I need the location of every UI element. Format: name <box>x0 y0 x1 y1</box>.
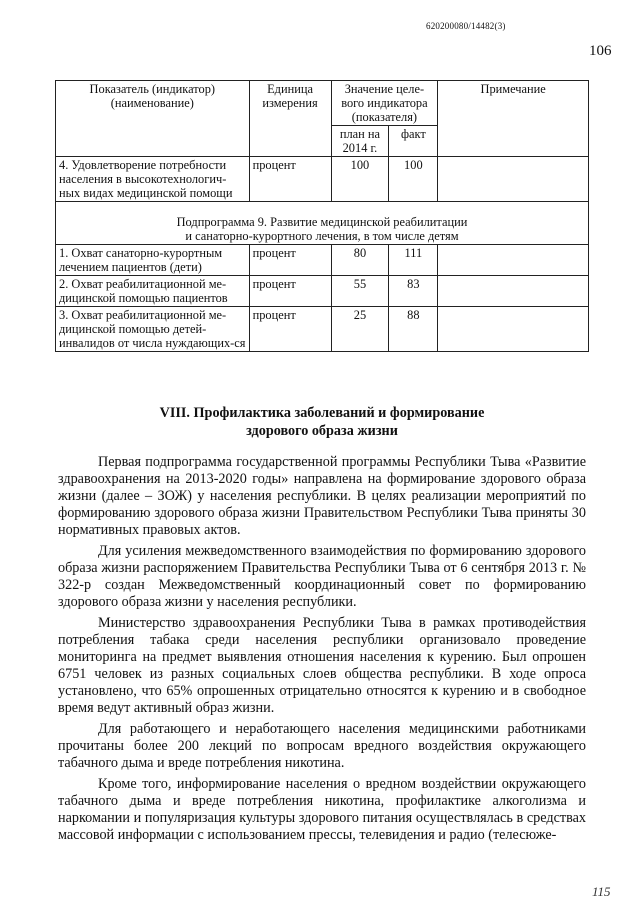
row-indicator-name: 2. Охват реабилитационной ме-дицинской помощью пациентов <box>56 276 250 307</box>
table-row <box>56 276 589 307</box>
row-plan: 55 <box>331 276 389 307</box>
body-text <box>58 454 586 848</box>
row-note <box>438 157 589 202</box>
row-unit: процент <box>249 276 331 307</box>
section-title-line-1: VIII. Профилактика заболеваний и формирование <box>159 405 485 421</box>
page-number: 106 <box>589 43 612 59</box>
row-fact: 88 <box>389 307 438 352</box>
paragraph: Для работающего и неработающего населения медицинскими работниками прочитаны более 200 лекций по вопросам вредного воздействия окружающего табачного дыма и вреде потребления никотина. <box>58 721 586 771</box>
row-fact: 100 <box>389 157 438 202</box>
header-fact: факт <box>389 126 438 157</box>
subprogram-row <box>56 202 589 245</box>
table-row <box>56 245 589 276</box>
header-plan: план на 2014 г. <box>331 126 389 157</box>
row-plan: 80 <box>331 245 389 276</box>
subprogram-title <box>56 202 589 245</box>
paragraph: Первая подпрограмма государственной программы Республики Тыва «Развитие здравоохранения на 2013-2020 годы» направлена на формирование здорового образа жизни (далее – ЗОЖ) у населения республики. В целях реализации мероприятий по формированию здорового образа жизни Правительством Республики Тыва приняты 30 нормативных правовых актов. <box>58 454 586 538</box>
row-fact: 83 <box>389 276 438 307</box>
header-unit: Единица измерения <box>249 81 331 157</box>
section-title-line-2: здорового образа жизни <box>246 423 398 439</box>
row-indicator-name: 1. Охват санаторно-курортным лечением пациентов (дети) <box>56 245 250 276</box>
paragraph: Кроме того, информирование населения о вредном воздействии окружающего табачного дыма и вреде потребления никотина, профилактике алкоголизма и наркомании и популяризация культуры здорового питания осуществлялась в средствах массовой информации с использованием прессы, телевидения и радио (телесюже- <box>58 776 586 843</box>
table-row <box>56 307 589 352</box>
paragraph: Министерство здравоохранения Республики Тыва в рамках противодействия потребления табака среди населения республики организовало проведение мониторинга на предмет выявления отношения населения к курению. Был опрошен 6751 человек из разных социальных слоев общества республики. В ходе опроса установлено, что 65% опрошенных отрицательно относятся к курению и в свободное время ведут активный образ жизни. <box>58 615 586 716</box>
table-header-row <box>56 81 589 126</box>
row-indicator-name: 4. Удовлетворение потребности населения в высокотехнологич-ных видах медицинской помощи <box>56 157 250 202</box>
table-row <box>56 157 589 202</box>
handwritten-page-mark: 115 <box>592 884 611 899</box>
indicators-table <box>55 80 589 352</box>
row-unit: процент <box>249 245 331 276</box>
row-unit: процент <box>249 157 331 202</box>
row-note <box>438 307 589 352</box>
row-plan: 100 <box>331 157 389 202</box>
row-indicator-name: 3. Охват реабилитационной ме-дицинской помощью детей-инвалидов от числа нуждающих-ся <box>56 307 250 352</box>
row-fact: 111 <box>389 245 438 276</box>
header-note: Примечание <box>438 81 589 157</box>
row-unit: процент <box>249 307 331 352</box>
header-value: Значение целе-вого индикатора (показателя) <box>331 81 438 126</box>
paragraph: Для усиления межведомственного взаимодействия по формированию здорового образа жизни распоряжением Правительства Республики Тыва от 6 сентября 2013 г. № 322-р создан Межведомственный координационный совет по формированию здорового образа жизни у населения республики. <box>58 543 586 610</box>
row-plan: 25 <box>331 307 389 352</box>
header-indicator: Показатель (индикатор) (наименование) <box>56 81 250 157</box>
subprogram-line-1: Подпрограмма 9. Развитие медицинской реабилитации <box>176 215 468 229</box>
row-note <box>438 276 589 307</box>
section-title <box>55 404 589 440</box>
row-note <box>438 245 589 276</box>
document-code: 620200080/14482(3) <box>426 21 506 31</box>
subprogram-line-2: и санаторно-курортного лечения, в том числе детям <box>185 229 459 243</box>
